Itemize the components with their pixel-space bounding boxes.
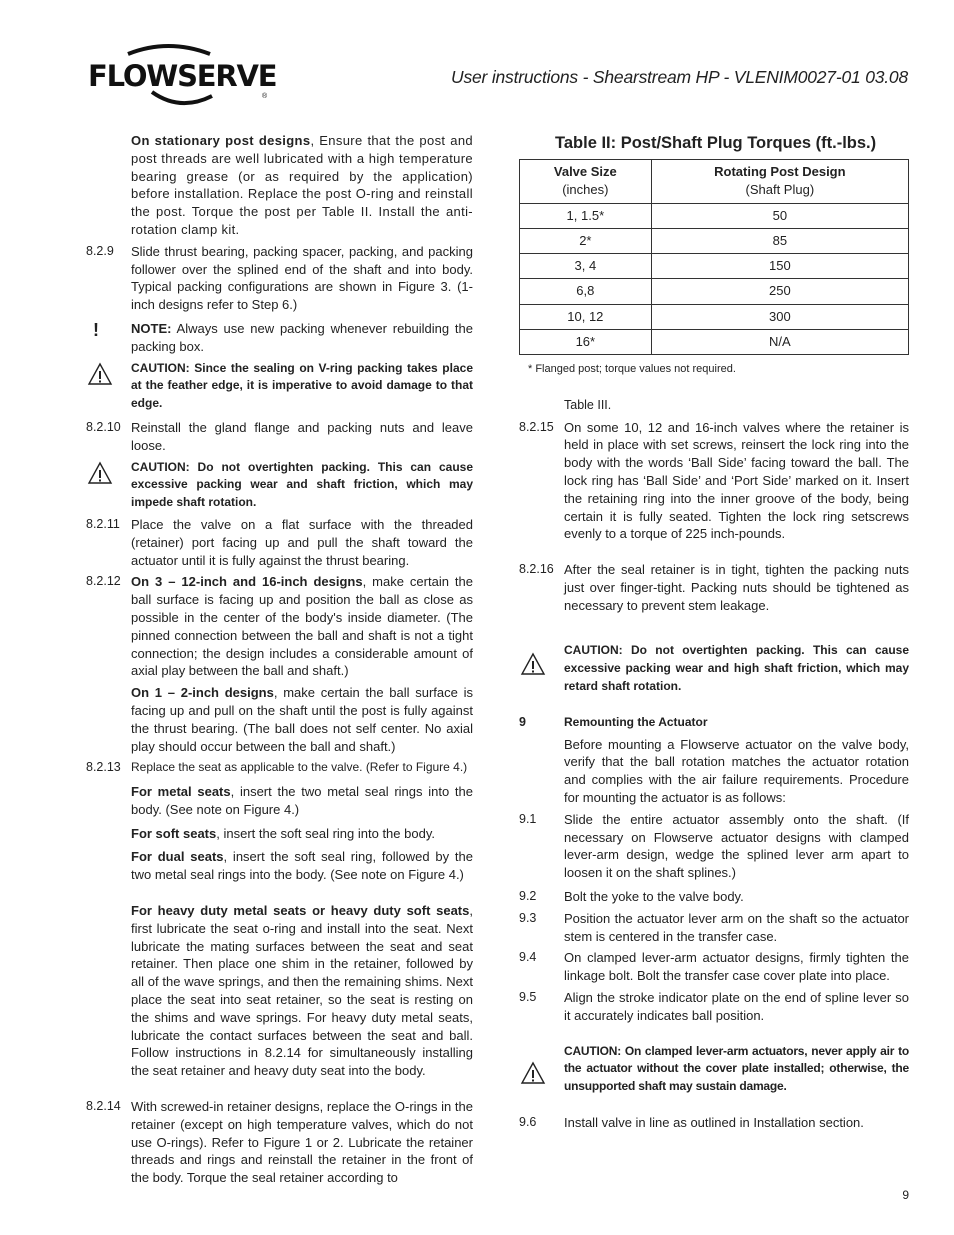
warning-triangle-icon: [87, 362, 113, 386]
table-cell: 250: [651, 279, 908, 304]
stationary-post-text: , Ensure that the post and post threads are well lubricated with a high temperature bearing grease (or as required by the application) before installation. Replace the post O-ring and reinstall the post. Torque the post per Table II. Install the anti-rotation clamp kit.: [131, 133, 473, 237]
right-column: [519, 132, 909, 1132]
column-header-rotating-post: Rotating Post Design (Shaft Plug): [651, 159, 908, 203]
document-title: User instructions - Shearstream HP - VLENIM0027-01 03.08: [451, 67, 908, 87]
note-block: [86, 320, 473, 356]
step-text: Bolt the yoke to the valve body.: [564, 889, 744, 905]
step-number: 8.2.13: [86, 760, 121, 775]
section-number: 9: [519, 714, 526, 729]
dual-seats-text: , insert the soft seal ring, followed by the two metal seal rings into the body. (See note on Figure 4.): [131, 849, 473, 883]
table-cell: 16*: [520, 329, 652, 354]
column-header-valve-size: Valve Size (inches): [520, 159, 652, 203]
caution-text: CAUTION: On clamped lever-arm actuators, never apply air to the actuator without the cover plate installed; otherwise, the unsupported shaft may sustain damage.: [564, 1043, 909, 1094]
step-8-2-10: [86, 419, 473, 455]
section-9-heading: [519, 714, 909, 732]
step-number: 8.2.11: [86, 516, 120, 531]
table-row: [520, 254, 909, 279]
step-9-6: [519, 1114, 909, 1132]
step-text: On some 10, 12 and 16-inch valves where the retainer is held in place with set screws, reinsert the lock ring into the body with the words ‘Ball Side’ facing toward the ball. The lock ring has ‘Ball Side’ and ‘Port Side’ marked on it. Insert the retaining ring into the inner groove of the body, being certain it is fully seated. Tighten the lock ring setscrews evenly to a torque of 225 inch-pounds.: [564, 419, 909, 542]
step-text: , make certain the ball surface is facing up and position the ball as close as possible in the center of the body's inside diameter. (The pinned connection between the ball and shaft is not a tight connection; the design includes a considerable amount of axial play between the ball and shaft.): [131, 574, 473, 679]
step-number: 8.2.9: [86, 243, 114, 258]
step-9-2: [519, 888, 909, 906]
table-cell: 6,8: [520, 279, 652, 304]
note-text: Always use new packing whenever rebuilding the packing box.: [131, 320, 473, 354]
metal-seats-text: , insert the two metal seal rings into the body. (See note on Figure 4.): [131, 784, 473, 817]
soft-seats-paragraph: [131, 825, 473, 843]
step-8-2-12: [86, 573, 473, 680]
dual-seats-paragraph: [131, 848, 473, 884]
step-number: 9.6: [519, 1115, 537, 1130]
table-cell: 1, 1.5*: [520, 203, 652, 228]
section-heading: Remounting the Actuator: [564, 714, 708, 729]
table-row: [520, 279, 909, 304]
step-text: Install valve in line as outlined in Installation section.: [564, 1115, 864, 1131]
stationary-post-paragraph: [131, 132, 473, 239]
table-cell: 300: [651, 304, 908, 329]
small-designs-text: , make certain the ball surface is facing up and pull on the shaft until the post is fully against the thrust bearing. (The ball does not self center. No axial play should occur between the ball and shaft.): [131, 685, 473, 754]
table-row: [520, 203, 909, 228]
step-8-2-9: [86, 243, 473, 314]
metal-seats-paragraph: [131, 783, 473, 819]
table-row: [520, 329, 909, 354]
step-text: On clamped lever-arm actuator designs, firmly tighten the linkage bolt. Bolt the transfer case cover plate into place.: [564, 950, 909, 984]
step-8-2-15: [519, 419, 909, 544]
step-8-2-13: [86, 759, 473, 777]
step-text: Slide thrust bearing, packing spacer, packing, and packing follower over the splined end of the shaft and into body. Typical packing configurations are shown in Figure 3. (1-inch designs refer to Step 6.): [131, 243, 473, 313]
step-heading: On 3 – 12-inch and 16-inch designs: [131, 574, 363, 590]
step-number: 9.1: [519, 811, 537, 826]
step-9-1: [519, 811, 909, 882]
step-number: 8.2.10: [86, 419, 121, 434]
caution-text: CAUTION: Since the sealing on V-ring packing takes place at the feather edge, it is imperative to avoid damage to that edge.: [131, 360, 473, 411]
table-footnote: * Flanged post; torque values not required.: [528, 362, 736, 375]
table-row: [520, 304, 909, 329]
dual-seats-heading: For dual seats: [131, 849, 224, 865]
step-text: With screwed-in retainer designs, replace the O-rings in the retainer (except on high temperature valves, which do not use O-rings). Refer to Figure 1 or 2. Lubricate the retainer threads and rings and reinstall the retainer in the front of the body. Torque the seal retainer according to: [131, 1099, 473, 1186]
step-number: 9.5: [519, 990, 537, 1005]
caution-block-packing: [519, 642, 909, 695]
table-cell: 50: [651, 203, 908, 228]
table-header-row: [520, 159, 909, 203]
registered-mark: ®: [262, 93, 268, 100]
torque-table: [519, 159, 909, 355]
table-row: [520, 228, 909, 253]
note-label: NOTE:: [131, 320, 172, 336]
table-three-reference: Table III.: [564, 397, 612, 412]
step-number: 9.2: [519, 889, 537, 904]
caution-text: CAUTION: Do not overtighten packing. This can cause excessive packing wear and shaft friction, which may impede shaft rotation.: [131, 459, 473, 510]
small-designs-paragraph: [131, 684, 473, 755]
step-8-2-16: [519, 561, 909, 614]
step-9-3: [519, 910, 909, 946]
step-number: 8.2.12: [86, 574, 121, 589]
warning-triangle-icon: [520, 1061, 546, 1085]
flowserve-logo: [88, 40, 280, 112]
caution-text: CAUTION: Do not overtighten packing. This can cause excessive packing wear and high shaft friction, which may retard shaft rotation.: [564, 643, 909, 694]
stationary-post-heading: On stationary post designs: [131, 133, 311, 148]
page-number: 9: [902, 1188, 909, 1202]
metal-seats-heading: For metal seats: [131, 784, 231, 800]
small-designs-heading: On 1 – 2-inch designs: [131, 685, 274, 701]
step-text: Align the stroke indicator plate on the end of spline lever so it accurately indicates ball position.: [564, 990, 909, 1023]
logo-text: FLOWSERVE: [88, 59, 277, 93]
step-number: 9.4: [519, 950, 537, 965]
table-cell: 10, 12: [520, 304, 652, 329]
step-text: Reinstall the gland flange and packing nuts and leave loose.: [131, 419, 473, 453]
step-text: Replace the seat as applicable to the valve. (Refer to Figure 4.): [131, 760, 468, 775]
caution-block-vring: [86, 360, 473, 413]
table-cell: N/A: [651, 329, 908, 354]
table-cell: 2*: [520, 228, 652, 253]
step-number: 8.2.16: [519, 562, 554, 577]
step-8-2-11: [86, 516, 473, 569]
step-number: 8.2.14: [86, 1099, 121, 1114]
section-9-intro: Before mounting a Flowserve actuator on the valve body, verify that the ball rotation matches the actuator rotation and complies with the air failure requirements. Procedure for mounting the actuator is as follows:: [564, 736, 909, 806]
table-cell: 85: [651, 228, 908, 253]
left-column: [86, 132, 473, 1187]
exclamation-icon: !: [93, 319, 99, 340]
step-text: Slide the entire actuator assembly onto the shaft. (If necessary on Flowserve actuator designs with clamped lever-arm design, wedge the splined lever arm apart to loosen it on the shaft splines.): [564, 811, 909, 881]
caution-block-overtighten: [86, 459, 473, 512]
step-8-2-14: [86, 1098, 473, 1187]
warning-triangle-icon: [87, 461, 113, 485]
table-cell: 150: [651, 254, 908, 279]
heavy-duty-text: , first lubricate the seat o-ring and install into the seat. Next lubricate the mating surfaces between the seat and seat retainer. Then place one shim in the retainer, followed by all of the wave springs, and then the remaining shims. Next place the seat into seat retainer, so the seat is resting on the shims and wave springs. For heavy duty metal seats, lubricate the contact surfaces between the seat and ball. Follow instructions in 8.2.14 for simultaneously installing the seat retainer and heavy duty seat into the body.: [131, 903, 473, 1079]
table-title: Table II: Post/Shaft Plug Torques (ft.-lbs.): [555, 134, 877, 152]
warning-triangle-icon: [520, 652, 546, 676]
soft-seats-text: , insert the soft seal ring into the body.: [216, 825, 435, 841]
step-text: Position the actuator lever arm on the shaft so the actuator stem is centered in the transfer case.: [564, 910, 909, 944]
soft-seats-heading: For soft seats: [131, 825, 217, 841]
step-9-5: [519, 989, 909, 1025]
step-9-4: [519, 949, 909, 985]
heavy-duty-heading: For heavy duty metal seats or heavy duty soft seats: [131, 903, 470, 919]
step-text: Place the valve on a flat surface with the threaded (retainer) port facing up and pull the shaft toward the actuator until it is fully against the thrust bearing.: [131, 516, 473, 568]
step-number: 8.2.15: [519, 419, 554, 434]
step-number: 9.3: [519, 910, 537, 925]
caution-block-cover-plate: [519, 1043, 909, 1096]
heavy-duty-paragraph: [131, 902, 473, 1080]
table-cell: 3, 4: [520, 254, 652, 279]
step-text: After the seal retainer is in tight, tighten the packing nuts just over finger-tight. Packing nuts should be tightened as necessary to prevent stem leakage.: [564, 562, 909, 613]
